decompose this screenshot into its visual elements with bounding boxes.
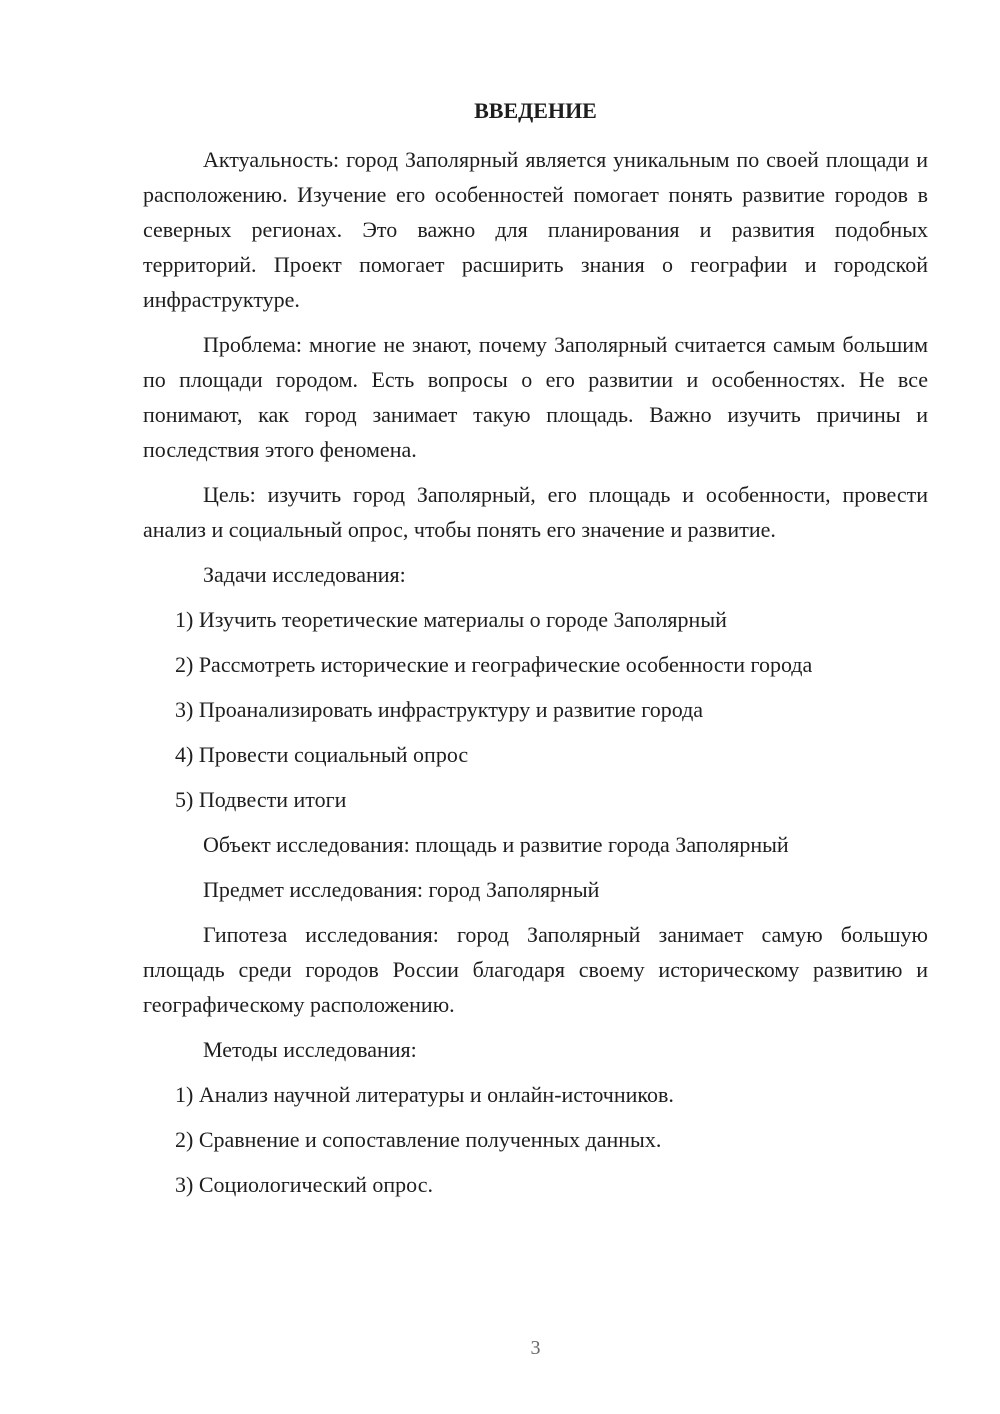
list-item: 5) Подвести итоги bbox=[175, 787, 347, 812]
goal-paragraph: Цель: изучить город Заполярный, его площадь и особенности, провести анализ и социальный опрос, чтобы понять его значение и развитие. bbox=[143, 482, 928, 542]
methods-heading: Методы исследования: bbox=[203, 1037, 417, 1062]
list-item: 2) Рассмотреть исторические и географические особенности города bbox=[175, 652, 813, 677]
page-number: 3 bbox=[530, 1337, 541, 1359]
list-item: 1) Изучить теоретические материалы о городе Заполярный bbox=[175, 607, 727, 632]
list-item: 3) Социологический опрос. bbox=[175, 1172, 433, 1197]
tasks-list bbox=[143, 602, 928, 817]
list-item: 3) Проанализировать инфраструктуру и развитие города bbox=[175, 697, 704, 722]
page-title: ВВЕДЕНИЕ bbox=[474, 98, 597, 123]
list-item: 2) Сравнение и сопоставление полученных данных. bbox=[175, 1127, 662, 1152]
list-item: 1) Анализ научной литературы и онлайн-источников. bbox=[175, 1082, 674, 1107]
document-body bbox=[143, 142, 928, 1212]
tasks-heading: Задачи исследования: bbox=[203, 562, 406, 587]
hypothesis-paragraph: Гипотеза исследования: город Заполярный занимает самую большую площадь среди городов России благодаря своему историческому развитию и географическому расположению. bbox=[143, 922, 928, 1017]
methods-list bbox=[143, 1077, 928, 1202]
list-item: 4) Провести социальный опрос bbox=[175, 742, 469, 767]
relevance-paragraph: Актуальность: город Заполярный является уникальным по своей площади и расположению. Изучение его особенностей помогает понять развитие городов в северных регионах. Это важно для планирования и развития подобных территорий. Проект помогает расширить знания о географии и городской инфраструктуре. bbox=[143, 147, 928, 312]
research-object: Объект исследования: площадь и развитие города Заполярный bbox=[203, 832, 789, 857]
research-subject: Предмет исследования: город Заполярный bbox=[203, 877, 600, 902]
problem-paragraph: Проблема: многие не знают, почему Заполярный считается самым большим по площади городом. Есть вопросы о его развитии и особенностях. Не все понимают, как город занимает такую площадь. Важно изучить причины и последствия этого феномена. bbox=[143, 332, 928, 462]
document-page bbox=[143, 0, 928, 1414]
